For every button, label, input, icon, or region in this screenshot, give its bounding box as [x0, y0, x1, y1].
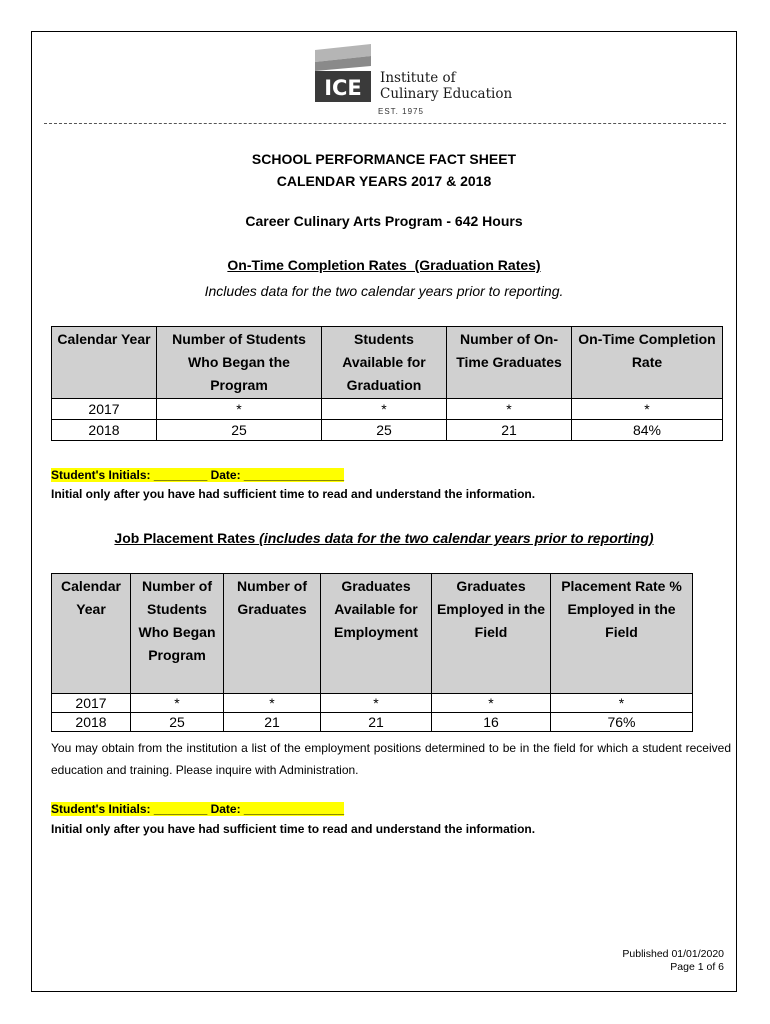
placement-header-cell: Calendar Year	[52, 574, 131, 694]
logo-name-line2: Culinary Education	[380, 86, 513, 102]
placement-table	[51, 573, 693, 732]
title-line2: CALENDAR YEARS 2017 & 2018	[276, 173, 492, 189]
initials-line-1	[51, 466, 344, 484]
table-cell: 25	[322, 420, 447, 441]
initials-note-1: Initial only after you have had sufficient time to read and understand the information.	[51, 487, 536, 501]
table-cell: 2018	[52, 420, 157, 441]
completion-section-title	[32, 257, 736, 273]
table-cell: 25	[131, 713, 224, 732]
completion-table	[51, 326, 723, 441]
table-cell: 84%	[572, 420, 723, 441]
table-cell: *	[322, 399, 447, 420]
table-cell: 21	[321, 713, 432, 732]
table-row	[52, 713, 693, 732]
table-cell: *	[157, 399, 322, 420]
table-cell: *	[551, 694, 693, 713]
completion-header-cell: Number of Students Who Began the Program	[157, 327, 322, 399]
placement-title	[114, 530, 653, 546]
placement-header-cell: Number of Students Who Began Program	[131, 574, 224, 694]
table-cell: 2018	[52, 713, 131, 732]
initials-date-field-2[interactable]: Student's Initials: ________ Date: _______________	[51, 802, 345, 816]
table-cell: 76%	[551, 713, 693, 732]
logo-name-line1: Institute of	[380, 70, 456, 86]
logo-est: EST. 1975	[378, 107, 424, 116]
table-cell: 21	[224, 713, 321, 732]
published-date: Published 01/01/2020	[622, 948, 724, 960]
program-title: Career Culinary Arts Program - 642 Hours	[245, 213, 523, 229]
ice-logo-mark	[315, 44, 371, 102]
initials-note-2: Initial only after you have had sufficient time to read and understand the information.	[51, 822, 536, 836]
table-row	[52, 420, 723, 441]
table-cell: *	[131, 694, 224, 713]
table-cell: *	[224, 694, 321, 713]
completion-subtitle: Includes data for the two calendar years prior to reporting.	[204, 283, 564, 299]
logo-name	[380, 70, 512, 102]
placement-section-title	[32, 530, 736, 546]
page-footer	[622, 948, 724, 974]
table-cell: 2017	[52, 399, 157, 420]
placement-header-cell: Placement Rate % Employed in the Field	[551, 574, 693, 694]
initials-line-2	[51, 800, 344, 818]
placement-header-row	[52, 574, 693, 694]
table-cell: 21	[447, 420, 572, 441]
placement-header-cell: Graduates Available for Employment	[321, 574, 432, 694]
table-cell: 16	[432, 713, 551, 732]
title-line1: SCHOOL PERFORMANCE FACT SHEET	[251, 151, 517, 167]
logo-abbr: ICE	[324, 76, 362, 100]
page-number: Page 1 of 6	[670, 961, 724, 973]
table-row	[52, 694, 693, 713]
institution-logo	[315, 44, 515, 122]
completion-header-cell: Calendar Year	[52, 327, 157, 399]
completion-header-cell: Students Available for Graduation	[322, 327, 447, 399]
placement-paragraph: You may obtain from the institution a list of the employment positions determined to be in the field for which a student received education and training. Please inquire with Administration.	[51, 741, 731, 777]
header-divider	[44, 123, 726, 124]
table-cell: 2017	[52, 694, 131, 713]
table-cell: *	[432, 694, 551, 713]
table-row	[52, 399, 723, 420]
completion-header-row	[52, 327, 723, 399]
initials-date-field-1[interactable]: Student's Initials: ________ Date: _______________	[51, 468, 345, 482]
document-title	[32, 148, 736, 192]
table-cell: 25	[157, 420, 322, 441]
placement-header-cell: Number of Graduates	[224, 574, 321, 694]
completion-title: On-Time Completion Rates (Graduation Rates)	[227, 257, 541, 273]
table-cell: *	[572, 399, 723, 420]
completion-header-cell: Number of On-Time Graduates	[447, 327, 572, 399]
document-page	[31, 31, 737, 992]
placement-title-italic: (includes data for the two calendar years prior to reporting)	[259, 530, 654, 546]
completion-header-cell: On-Time Completion Rate	[572, 327, 723, 399]
table-cell: *	[321, 694, 432, 713]
placement-header-cell: Graduates Employed in the Field	[432, 574, 551, 694]
table-cell: *	[447, 399, 572, 420]
placement-title-plain: Job Placement Rates	[114, 530, 260, 546]
